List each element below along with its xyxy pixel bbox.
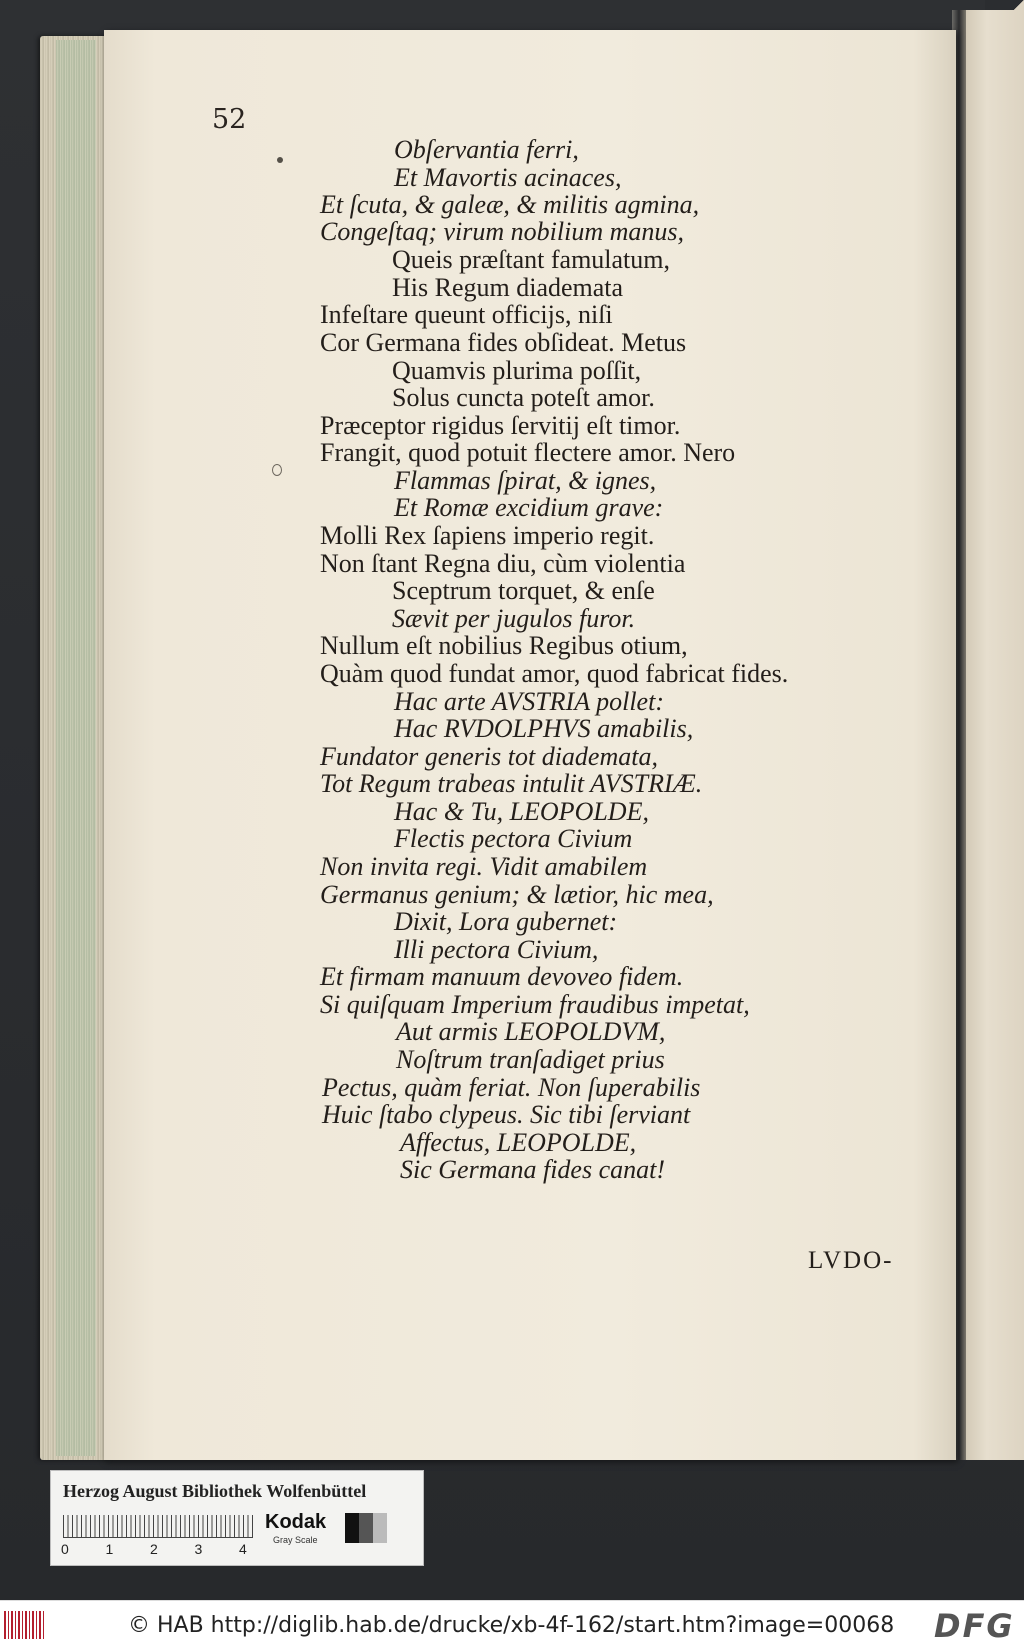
text-line: Queis præſtant famulatum, [392, 245, 671, 274]
text-line: Quàm quod fundat amor, quod fabricat fides. [320, 659, 789, 688]
text-line: Non invita regi. Vidit amabilem [320, 852, 648, 881]
text-line: Germanus genium; & lætior, hic mea, [320, 880, 714, 909]
text-line: Infeſtare queunt officijs, niſi [320, 300, 613, 329]
margin-mark [272, 464, 282, 476]
text-line: Et Romæ excidium grave: [394, 493, 664, 522]
kodak-logo: Kodak [265, 1511, 327, 1533]
text-line: Aut armis LEOPOLDVM, [396, 1017, 666, 1046]
text-line: Si quiſquam Imperium fraudibus impetat, [320, 990, 750, 1019]
margin-mark [277, 157, 283, 163]
gray-patch [373, 1513, 387, 1543]
text-line: Non ſtant Regna diu, cùm violentia [320, 549, 686, 578]
text-line: Dixit, Lora gubernet: [394, 907, 618, 936]
page-number: 52 [212, 104, 247, 135]
gray-scale-label: Gray Scale [273, 1535, 318, 1545]
text-line: Fundator generis tot diademata, [320, 742, 658, 771]
text-line: Pectus, quàm feriat. Non ſuperabilis [322, 1073, 701, 1102]
text-line: Cor Germana fides obſideat. Metus [320, 328, 687, 357]
ruler-number: 3 [194, 1541, 203, 1557]
text-line: Tot Regum trabeas intulit AVSTRIÆ. [320, 769, 703, 798]
text-line: Hac & Tu, LEOPOLDE, [394, 797, 649, 826]
text-line: Flectis pectora Civium [394, 824, 633, 853]
text-line: Frangit, quod potuit flectere amor. Nero [320, 438, 736, 467]
catchword: LVDO- [808, 1247, 894, 1274]
text-line: Obſervantia ferri, [394, 135, 579, 164]
text-line: Solus cuncta poteſt amor. [392, 383, 655, 412]
ruler-numbers [61, 1541, 284, 1557]
text-line: Et Mavortis acinaces, [394, 163, 622, 192]
copyright-url[interactable]: © HAB http://diglib.hab.de/drucke/xb-4f-162/start.htm?image=00068 [128, 1613, 895, 1638]
footer-bar [0, 1600, 1024, 1648]
text-line: Sceptrum torquet, & enſe [392, 576, 655, 605]
text-line: Sic Germana fides canat! [400, 1155, 666, 1184]
text-line: Congeſtaq; virum nobilium manus, [320, 217, 684, 246]
barcode-icon [4, 1611, 46, 1639]
text-line: Noſtrum tranſadiget prius [396, 1045, 665, 1074]
text-line: Præceptor rigidus ſervitij eſt timor. [320, 411, 681, 440]
text-line: Sævit per jugulos furor. [392, 604, 636, 633]
gray-patch [359, 1513, 373, 1543]
text-line: Molli Rex ſapiens imperio regit. [320, 521, 655, 550]
text-line: Nullum eſt nobilius Regibus otium, [320, 631, 688, 660]
text-line: Huic ſtabo clypeus. Sic tibi ſerviant [322, 1100, 691, 1129]
text-line: Hac RVDOLPHVS amabilis, [394, 714, 694, 743]
text-line: Flammas ſpirat, & ignes, [394, 466, 657, 495]
library-name: Herzog August Bibliothek Wolfenbüttel [63, 1481, 367, 1501]
ruler [63, 1515, 253, 1538]
ruler-number: 4 [239, 1541, 247, 1557]
ruler-number: 0 [61, 1541, 69, 1557]
ruler-number: 1 [105, 1541, 114, 1557]
text-line: Et ſcuta, & galeæ, & militis agmina, [320, 190, 700, 219]
text-line: Quamvis plurima poſſit, [392, 356, 642, 385]
text-line: Illi pectora Civium, [394, 935, 599, 964]
gray-patch [345, 1513, 359, 1543]
text-line: Affectus, LEOPOLDE, [400, 1128, 637, 1157]
page-block-edges-tint [56, 40, 96, 1456]
dfg-logo: DFG [934, 1607, 1015, 1645]
text-line: His Regum diademata [392, 273, 624, 302]
gray-scale-card [50, 1470, 424, 1566]
text-line: Et firmam manuum devoveo fidem. [320, 962, 684, 991]
text-line: Hac arte AVSTRIA pollet: [394, 687, 664, 716]
facing-page [962, 10, 1024, 1460]
ruler-number: 2 [150, 1541, 158, 1557]
